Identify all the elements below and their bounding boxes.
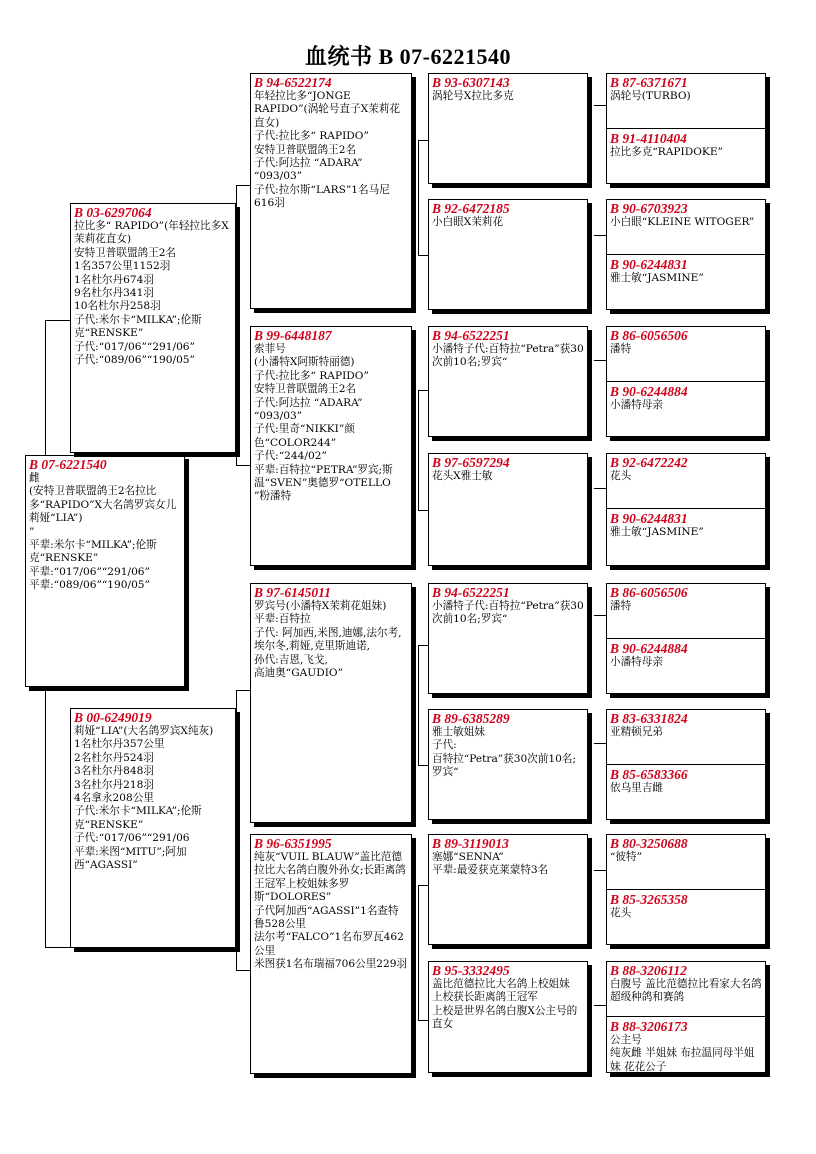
connector-line [418,390,419,510]
ring-number: B 90-6244884 [610,641,688,656]
pair-divider [607,254,765,255]
pedigree-notes: 亚精顿兄弟 [610,726,663,738]
connector-line [418,645,419,765]
ring-number: B 90-6244831 [610,511,688,526]
ring-number: B 87-6371671 [610,75,688,90]
connector-line [236,185,237,465]
ring-number: B 86-6056506 [610,328,688,343]
pedigree-grandparent [250,73,412,309]
ring-number: B 88-3206173 [610,1019,688,1034]
pedigree-gen4-pair [606,709,766,820]
ring-number: B 95-3332495 [432,963,510,978]
ring-number: B 96-6351995 [254,836,332,851]
connector-line [418,1020,428,1021]
connector-line [236,970,250,971]
connector-line [418,645,428,646]
ring-number: B 86-6056506 [610,585,688,600]
ring-number: B 92-6472185 [432,201,510,216]
pedigree-notes: 花头 [610,470,632,482]
ring-number: B 85-6583366 [610,767,688,782]
connector-line [45,320,46,457]
pedigree-notes: 公主号 纯灰雌 半姐妹 布拉温同母半姐妹 花花公子 [610,1034,755,1073]
pedigree-great-grandparent [428,453,588,566]
pedigree-notes: 依乌里吉雌 [610,782,663,794]
pedigree-notes: 莉娅“LIA”(大名鸽罗宾X纯灰) 1名杜尔丹357公里 2名杜尔丹524羽 3名杜尔丹848羽 3名杜尔丹218羽 4名拿永208公里 子代:米尔卡“MILKA”;伦斯克“RENSKE” 子代:“017/06”“291/06 平辈:米图“MITU”;阿加西“AGASSI” [74,725,214,872]
connector-line [594,743,606,744]
ring-number: B 89-6385289 [432,711,510,726]
pair-divider [607,381,765,382]
pedigree-great-grandparent [428,834,588,945]
pedigree-notes: 涡轮号(TURBO) [610,90,691,102]
connector-line [594,360,606,361]
pair-divider [607,508,765,509]
pedigree-gen4-pair [606,326,766,437]
pedigree-notes: 小白眼“KLEINE WITOGER” [610,216,755,228]
connector-line [418,140,428,141]
pedigree-notes: 小潘特母亲 [610,656,663,668]
pedigree-gen4-pair [606,583,766,694]
pedigree-notes: 纯灰“VUIL BLAUW”盖比范德拉比大名鸽白腹外孙女;长距离鸽王冠军上校姐妹多罗斯“DOLORES” 子代阿加西“AGASSI”1名查特鲁528公里 法尔考“FALCO”1名布罗瓦462公里 米图获1名布瑞福706公里229羽 [254,851,408,971]
pedigree-notes: 索菲号 (小潘特X阿斯特丽德) 子代:拉比多“ RAPIDO” 安特卫普联盟鸽王2名 子代:阿达拉 “ADARA” “093/03” 子代:里奇“NIKKI”颜色“COLOR244” 子代:“244/02” 平辈:百特拉“PETRA”罗宾;斯温“SVEN”奥德罗“OTELLO ”粉潘特 [254,343,393,503]
pedigree-notes: 小白眼X茉莉花 [432,216,504,228]
connector-line [418,765,428,766]
pedigree-grandparent [250,583,412,823]
pedigree-notes: 花头 [610,907,632,919]
pedigree-notes: 涡轮号X拉比多克 [432,90,514,102]
ring-number: B 97-6145011 [254,585,331,600]
ring-number: B 88-3206112 [610,963,687,978]
pedigree-notes: 小潘特子代:百特拉“Petra”获30次前10名;罗宾“ [432,600,584,626]
pedigree-subject [25,455,185,687]
ring-number: B 91-4110404 [610,131,687,146]
ring-number: B 83-6331824 [610,711,688,726]
ring-number: B 89-3119013 [432,836,509,851]
pedigree-great-grandparent [428,709,588,820]
pedigree-great-grandparent [428,199,588,310]
ring-number: B 90-6703923 [610,201,688,216]
connector-line [236,185,250,186]
pedigree-notes: 潘特 [610,343,632,355]
ring-number: B 99-6448187 [254,328,332,343]
pair-divider [607,1016,765,1017]
pedigree-great-grandparent [428,583,588,694]
connector-line [594,1005,606,1006]
pedigree-notes: 年轻拉比多“JONGE RAPIDO”(涡轮号直子X茉莉花直女) 子代:拉比多“ RAPIDO” 安特卫普联盟鸽王2名 子代:阿达拉 “ADARA” “093/03” 子代:拉尔斯“LARS”1名马尼616羽 [254,90,400,210]
ring-number: B 94-6522174 [254,75,332,90]
pedigree-gen4-pair [606,199,766,310]
connector-line [45,687,46,947]
pedigree-notes: 花头X雅士敏 [432,470,493,482]
ring-number: B 07-6221540 [29,457,107,472]
pedigree-gen4-pair [606,73,766,184]
pedigree-great-grandparent [428,73,588,184]
ring-number: B 92-6472242 [610,455,688,470]
connector-line [418,140,419,255]
connector-line [236,690,250,691]
connector-line [594,615,606,616]
connector-line [418,390,428,391]
pair-divider [607,128,765,129]
pedigree-great-grandparent [428,326,588,437]
ring-number: B 80-3250688 [610,836,688,851]
pedigree-notes: 塞娜“SENNA” 平辈:最爱获克莱蒙特3名 [432,851,549,877]
connector-line [594,105,606,106]
page-title: 血统书 B 07-6221540 [304,44,511,69]
ring-number: B 85-3265358 [610,892,688,907]
connector-line [236,690,237,970]
pedigree-notes: 小潘特子代:百特拉“Petra”获30次前10名;罗宾“ [432,343,584,369]
pedigree-notes: 雅士敏“JASMINE” [610,526,704,538]
pedigree-great-grandparent [428,961,588,1073]
connector-line [594,488,606,489]
ring-number: B 90-6244831 [610,257,688,272]
connector-line [45,947,70,948]
pair-divider [607,889,765,890]
ring-number: B 94-6522251 [432,585,510,600]
pedigree-notes: 罗宾号(小潘特X茉莉花姐妹) 平辈:百特拉 子代: 阿加西,米图,迪娜,法尔考,埃尔冬,莉娅,克里斯迪诺, 孙代:吉恩,飞戈, 高迪奥“GAUDIO” [254,600,402,680]
pedigree-sire [70,203,236,453]
pedigree-notes: 雌 (安特卫普联盟鸽王2名拉比多“RAPIDO”X大名鸽罗宾女儿莉娅“LIA”) ” 平辈:米尔卡“MILKA”;伦斯克“RENSKE” 平辈:“017/06”“291/06” 平辈:“089/06”“190/05” [29,472,177,592]
ring-number: B 03-6297064 [74,205,152,220]
pedigree-notes: 潘特 [610,600,632,612]
connector-line [418,885,419,1020]
pedigree-notes: 拉比多“ RAPIDO”(年轻拉比多X茉莉花直女) 安特卫普联盟鸽王2名 1名357公里1152羽 1名杜尔丹674羽 9名杜尔丹341羽 10名杜尔丹258羽 子代:米尔卡“MILKA”;伦斯克“RENSKE” 子代:“017/06”“291/06” 子代:“089/06”“190/05” [74,220,229,367]
pedigree-notes: 雅士敏“JASMINE” [610,272,704,284]
pedigree-notes: 小潘特母亲 [610,399,663,411]
pair-divider [607,638,765,639]
pedigree-dam [70,708,236,948]
ring-number: B 93-6307143 [432,75,510,90]
connector-line [418,255,428,256]
pedigree-gen4-pair [606,453,766,566]
connector-line [594,870,606,871]
pair-divider [607,764,765,765]
connector-line [418,510,428,511]
pedigree-notes: 白腹号 盖比范德拉比看家大名鸽 超级种鸽和赛鸽 [610,978,766,1004]
connector-line [418,885,428,886]
pedigree-gen4-pair [606,834,766,945]
ring-number: B 90-6244884 [610,384,688,399]
pedigree-gen4-pair [606,961,766,1073]
connector-line [236,465,250,466]
ring-number: B 97-6597294 [432,455,510,470]
ring-number: B 00-6249019 [74,710,152,725]
pedigree-notes: 拉比多克“RAPIDOKE” [610,146,723,158]
ring-number: B 94-6522251 [432,328,510,343]
pedigree-notes: 雅士敏姐妹 子代: 百特拉“Petra”获30次前10名;罗宾“ [432,726,577,779]
connector-line [45,320,70,321]
pedigree-notes: 盖比范德拉比大名鸽上校姐妹 上校获长距离鸽王冠军 上校是世界名鸽白腹X公主号的直女 [432,978,578,1031]
pedigree-notes: “彼特” [610,851,643,863]
pedigree-grandparent [250,834,412,1074]
connector-line [594,235,606,236]
pedigree-grandparent [250,326,412,566]
